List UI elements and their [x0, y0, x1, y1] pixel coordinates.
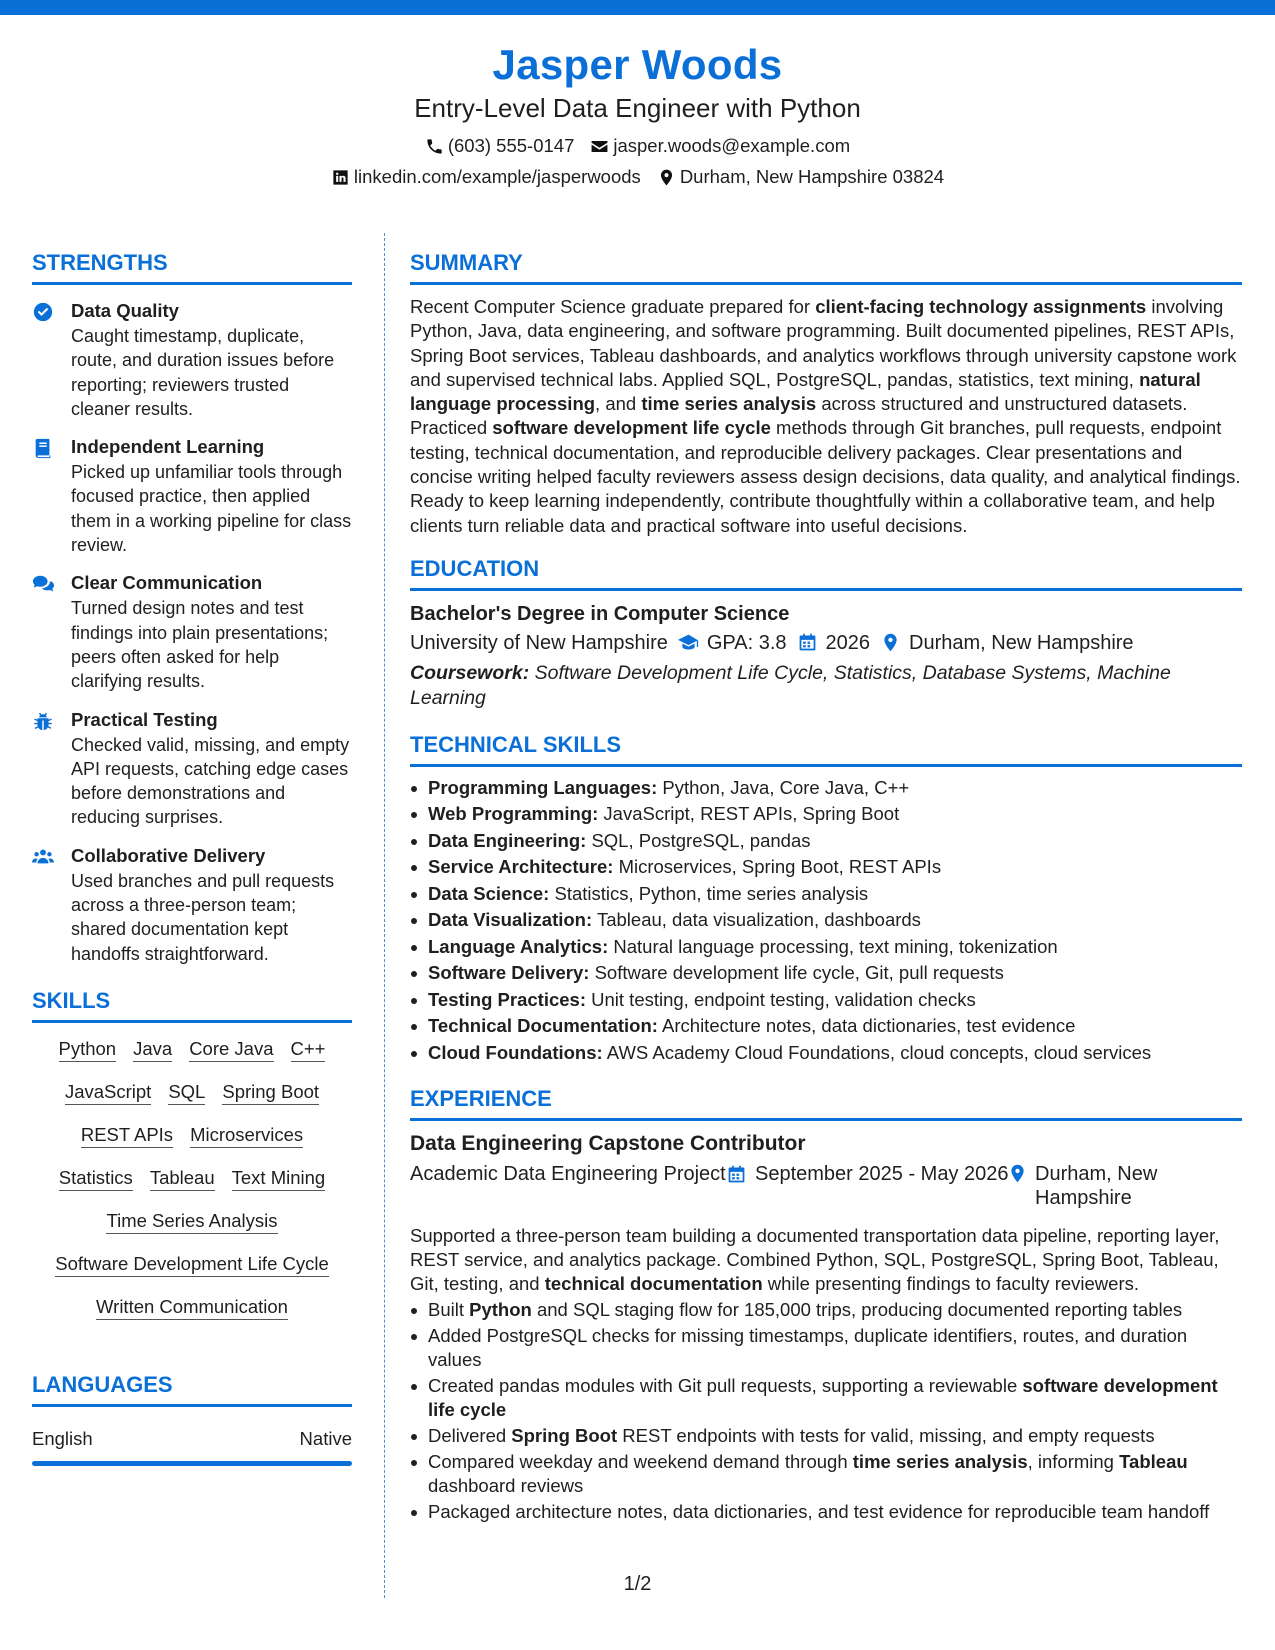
emphasis-text: time series analysis [852, 1451, 1028, 1473]
emphasis-text: Spring Boot [511, 1425, 618, 1447]
list-item [410, 1298, 1242, 1322]
list-item [410, 907, 1242, 934]
location-contact [657, 166, 944, 188]
skill-tag: Tableau [150, 1166, 215, 1191]
skill-category: Web Programming: [428, 803, 599, 825]
job-bullets [410, 1298, 1242, 1524]
calendar-icon [726, 1164, 747, 1185]
list-item [410, 854, 1242, 881]
envelope-icon [590, 137, 609, 156]
text-run: and SQL staging flow for 185,000 trips, producing documented reporting tables [531, 1299, 1183, 1321]
education-section [410, 556, 1242, 711]
text-run: across structured and unstructured datasets. Practiced [410, 393, 1188, 439]
strength-item [32, 299, 352, 421]
candidate-title: Entry-Level Data Engineer with Python [414, 93, 861, 123]
right-column [410, 250, 1242, 1524]
left-column [32, 250, 352, 1466]
top-accent-bar [0, 0, 1275, 15]
language-name: English [32, 1427, 93, 1449]
skill-category: Cloud Foundations: [428, 1041, 603, 1063]
skill-tags [32, 1037, 352, 1320]
text-run: methods through Git branches, pull requests, endpoint testing, technical documentation, and reproducible delivery packages. Clear presentations and concise writing helped faculty reviewers assess design decisions, data quality, and analytical findings. Ready to keep learning independently, contribute thoughtfully within a collaborative team, and help clients turn reliable data and practical software into useful decisions. [410, 417, 1241, 536]
section-title: TECHNICAL SKILLS [410, 731, 622, 757]
strength-title: Clear Communication [71, 572, 263, 594]
page-number: 1/2 [623, 1573, 652, 1595]
skill-tag: Java [133, 1037, 172, 1062]
email-contact[interactable] [590, 135, 850, 157]
degree-title: Bachelor's Degree in Computer Science [410, 602, 790, 625]
calendar-icon [797, 632, 818, 653]
skill-tag: Microservices [190, 1123, 303, 1148]
skill-values: Software development life cycle, Git, pull requests [589, 962, 1004, 984]
skill-values: JavaScript, REST APIs, Spring Boot [598, 803, 900, 825]
location-text: Durham, New Hampshire 03824 [679, 166, 945, 187]
job-dates-text: September 2025 - May 2026 [755, 1163, 1009, 1186]
map-marker-icon [1007, 1163, 1028, 1184]
skill-tag: REST APIs [81, 1123, 173, 1148]
emphasis-text: time series analysis [641, 393, 817, 415]
text-run: Added PostgreSQL checks for missing timestamps, duplicate identifiers, routes, and duration values [428, 1325, 1188, 1371]
section-rule [410, 588, 1242, 591]
coursework-label: Coursework: [410, 661, 530, 684]
strength-desc: Picked up unfamiliar tools through focused practice, then applied them in a working pipeline for class review. [71, 462, 352, 556]
skill-tag: SQL [168, 1080, 205, 1105]
map-marker-icon [657, 168, 676, 187]
section-rule [410, 282, 1242, 285]
phone-icon [425, 137, 444, 156]
phone-contact [425, 135, 575, 157]
year-text: 2026 [825, 631, 871, 654]
text-run: Supported a three-person team building a documented transportation data pipeline, reporting layer, REST service, and analytics package. Combined Python, SQL, PostgreSQL, Spring Boot, Tableau, Git, testing, and [410, 1225, 1220, 1295]
coursework [410, 661, 1242, 711]
list-item [410, 801, 1242, 828]
phone-text: (603) 555-0147 [447, 135, 575, 156]
text-run: , and [595, 393, 642, 415]
text-run: REST endpoints with tests for valid, missing, and empty requests [617, 1425, 1155, 1447]
skill-tag: Text Mining [232, 1166, 326, 1191]
candidate-name: Jasper Woods [492, 41, 783, 88]
list-item [410, 1013, 1242, 1040]
linkedin-text[interactable]: linkedin.com/example/jasperwoods [353, 166, 641, 187]
language-proficiency-bar [32, 1461, 352, 1466]
skill-values: SQL, PostgreSQL, pandas [586, 829, 811, 851]
emphasis-text: software development life cycle [428, 1375, 1218, 1421]
strength-item [32, 844, 352, 966]
job-dates [726, 1162, 1009, 1186]
skill-category: Data Engineering: [428, 829, 587, 851]
section-rule [32, 1404, 352, 1407]
experience-section [410, 1086, 1242, 1524]
skill-values: Architecture notes, data dictionaries, test evidence [657, 1015, 1076, 1037]
list-item [410, 828, 1242, 855]
list-item [410, 1040, 1242, 1067]
emphasis-text: technical documentation [544, 1273, 763, 1295]
emphasis-text: Python [469, 1299, 532, 1321]
list-item [410, 934, 1242, 961]
skill-tag: Software Development Life Cycle [55, 1252, 329, 1277]
skill-category: Data Visualization: [428, 909, 593, 931]
skills-section [32, 988, 352, 1320]
list-item [410, 1500, 1242, 1524]
job-meta [410, 1162, 1242, 1212]
skill-tag: Time Series Analysis [106, 1209, 277, 1234]
section-rule [32, 282, 352, 285]
skill-tag: Spring Boot [222, 1080, 319, 1105]
section-title: STRENGTHS [32, 250, 168, 275]
text-run: Delivered [428, 1425, 512, 1447]
technical-skills-section [410, 732, 1242, 1067]
comments-icon [32, 573, 54, 595]
skill-values: Python, Java, Core Java, C++ [657, 776, 910, 798]
strength-desc: Checked valid, missing, and empty API requests, catching edge cases before demonstrations and reducing surprises. [71, 734, 350, 828]
text-run: involving Python, Java, data engineering, and software programming. Built documented pipelines, REST APIs, Spring Boot services, Tableau dashboards, and analytics workflows through university capstone work and supervised technical labs. Applied SQL, PostgreSQL, pandas, statistics, text mining, [410, 296, 1237, 390]
job-title: Data Engineering Capstone Contributor [410, 1132, 806, 1156]
skill-values: Statistics, Python, time series analysis [549, 882, 869, 904]
education-location [880, 629, 1134, 657]
email-text[interactable]: jasper.woods@example.com [613, 135, 851, 156]
book-icon [32, 437, 54, 459]
users-icon [32, 846, 54, 868]
section-rule [410, 1118, 1242, 1121]
list-item [410, 1424, 1242, 1448]
emphasis-text: software development life cycle [492, 417, 771, 439]
section-rule [32, 1020, 352, 1023]
job-organization: Academic Data Engineering Project [410, 1163, 726, 1186]
strength-item [32, 435, 352, 557]
map-marker-icon [880, 632, 901, 653]
section-title: SKILLS [32, 987, 111, 1013]
strength-item [32, 571, 352, 693]
strength-desc: Used branches and pull requests across a three-person team; shared documentation kept handoffs straightforward. [71, 870, 335, 964]
text-run: , informing [1027, 1451, 1120, 1473]
list-item [410, 987, 1242, 1014]
skill-values: Microservices, Spring Boot, REST APIs [613, 856, 942, 878]
skill-tag: Core Java [189, 1037, 273, 1062]
gpa-text: GPA: 3.8 [706, 631, 787, 654]
technical-skills-list [410, 775, 1242, 1067]
text-run: dashboard reviews [428, 1475, 584, 1497]
language-row [32, 1427, 352, 1451]
summary-text [410, 295, 1242, 538]
strength-title: Data Quality [71, 300, 179, 321]
strength-title: Collaborative Delivery [71, 844, 266, 866]
contact-row-2 [0, 166, 1275, 188]
list-item [410, 775, 1242, 802]
section-title: EXPERIENCE [410, 1086, 552, 1112]
linkedin-contact[interactable] [331, 166, 641, 188]
skill-values: AWS Academy Cloud Foundations, cloud concepts, cloud services [602, 1041, 1152, 1063]
skill-tag: Statistics [59, 1166, 133, 1191]
language-level: Native [299, 1427, 352, 1449]
coursework-list: Software Development Life Cycle, Statistics, Database Systems, Machine Learning [410, 661, 1171, 709]
skill-values: Unit testing, endpoint testing, validation checks [586, 988, 976, 1010]
text-run: Built [428, 1299, 470, 1321]
skill-category: Data Science: [428, 882, 550, 904]
section-title: SUMMARY [410, 250, 523, 275]
skill-category: Language Analytics: [428, 935, 609, 957]
skill-category: Software Delivery: [428, 962, 590, 984]
emphasis-text: Tableau [1119, 1451, 1188, 1473]
education-location-text: Durham, New Hampshire [909, 631, 1134, 654]
job-location-text: Durham, New Hampshire [1035, 1163, 1158, 1210]
job-description [410, 1224, 1242, 1296]
list-item [410, 1450, 1242, 1498]
skill-category: Technical Documentation: [428, 1015, 658, 1037]
text-run: Packaged architecture notes, data dictionaries, and test evidence for reproducible team handoff [428, 1501, 1210, 1523]
skill-category: Programming Languages: [428, 776, 658, 798]
skill-tag: JavaScript [65, 1080, 151, 1105]
list-item [410, 881, 1242, 908]
skill-tag: Python [59, 1037, 117, 1062]
text-run: Recent Computer Science graduate prepared for [410, 296, 816, 317]
job-location [1007, 1162, 1207, 1210]
skill-tag: Written Communication [96, 1295, 288, 1320]
skill-tag: C++ [291, 1037, 326, 1062]
strengths-section [32, 250, 352, 966]
text-run: while presenting findings to faculty reviewers. [762, 1273, 1139, 1295]
section-title: LANGUAGES [32, 1371, 173, 1397]
emphasis-text: client-facing technology assignments [815, 296, 1147, 317]
skill-category: Service Architecture: [428, 856, 614, 878]
skill-values: Natural language processing, text mining, tokenization [608, 935, 1058, 957]
strength-desc: Caught timestamp, duplicate, route, and duration issues before reporting; reviewers trusted cleaner results. [71, 326, 335, 419]
text-run: Created pandas modules with Git pull requests, supporting a reviewable [428, 1375, 1023, 1397]
section-rule [410, 764, 1242, 767]
strength-title: Practical Testing [71, 708, 218, 730]
resume-header [0, 40, 1275, 188]
skill-category: Testing Practices: [428, 988, 586, 1010]
graduation-cap-icon [678, 632, 699, 653]
languages-section [32, 1372, 352, 1466]
linkedin-icon [331, 168, 350, 187]
check-circle-icon [32, 301, 54, 323]
section-title: EDUCATION [410, 555, 540, 581]
emphasis-text: natural language processing [410, 368, 1201, 415]
summary-section [410, 250, 1242, 538]
list-item [410, 960, 1242, 987]
skill-values: Tableau, data visualization, dashboards [592, 909, 921, 931]
text-run: Compared weekday and weekend demand through [428, 1451, 853, 1473]
graduation-year [797, 629, 871, 657]
education-meta [410, 629, 1242, 657]
contact-row-1 [0, 135, 1275, 157]
strength-title: Independent Learning [71, 436, 265, 458]
strength-item [32, 708, 352, 830]
strength-desc: Turned design notes and test findings into plain presentations; peers often asked for help clarifying results. [71, 598, 329, 692]
list-item [410, 1374, 1242, 1422]
column-divider [384, 233, 385, 1598]
school-name: University of New Hampshire [410, 631, 668, 654]
gpa [678, 629, 787, 657]
list-item [410, 1324, 1242, 1372]
bug-icon [32, 710, 54, 732]
